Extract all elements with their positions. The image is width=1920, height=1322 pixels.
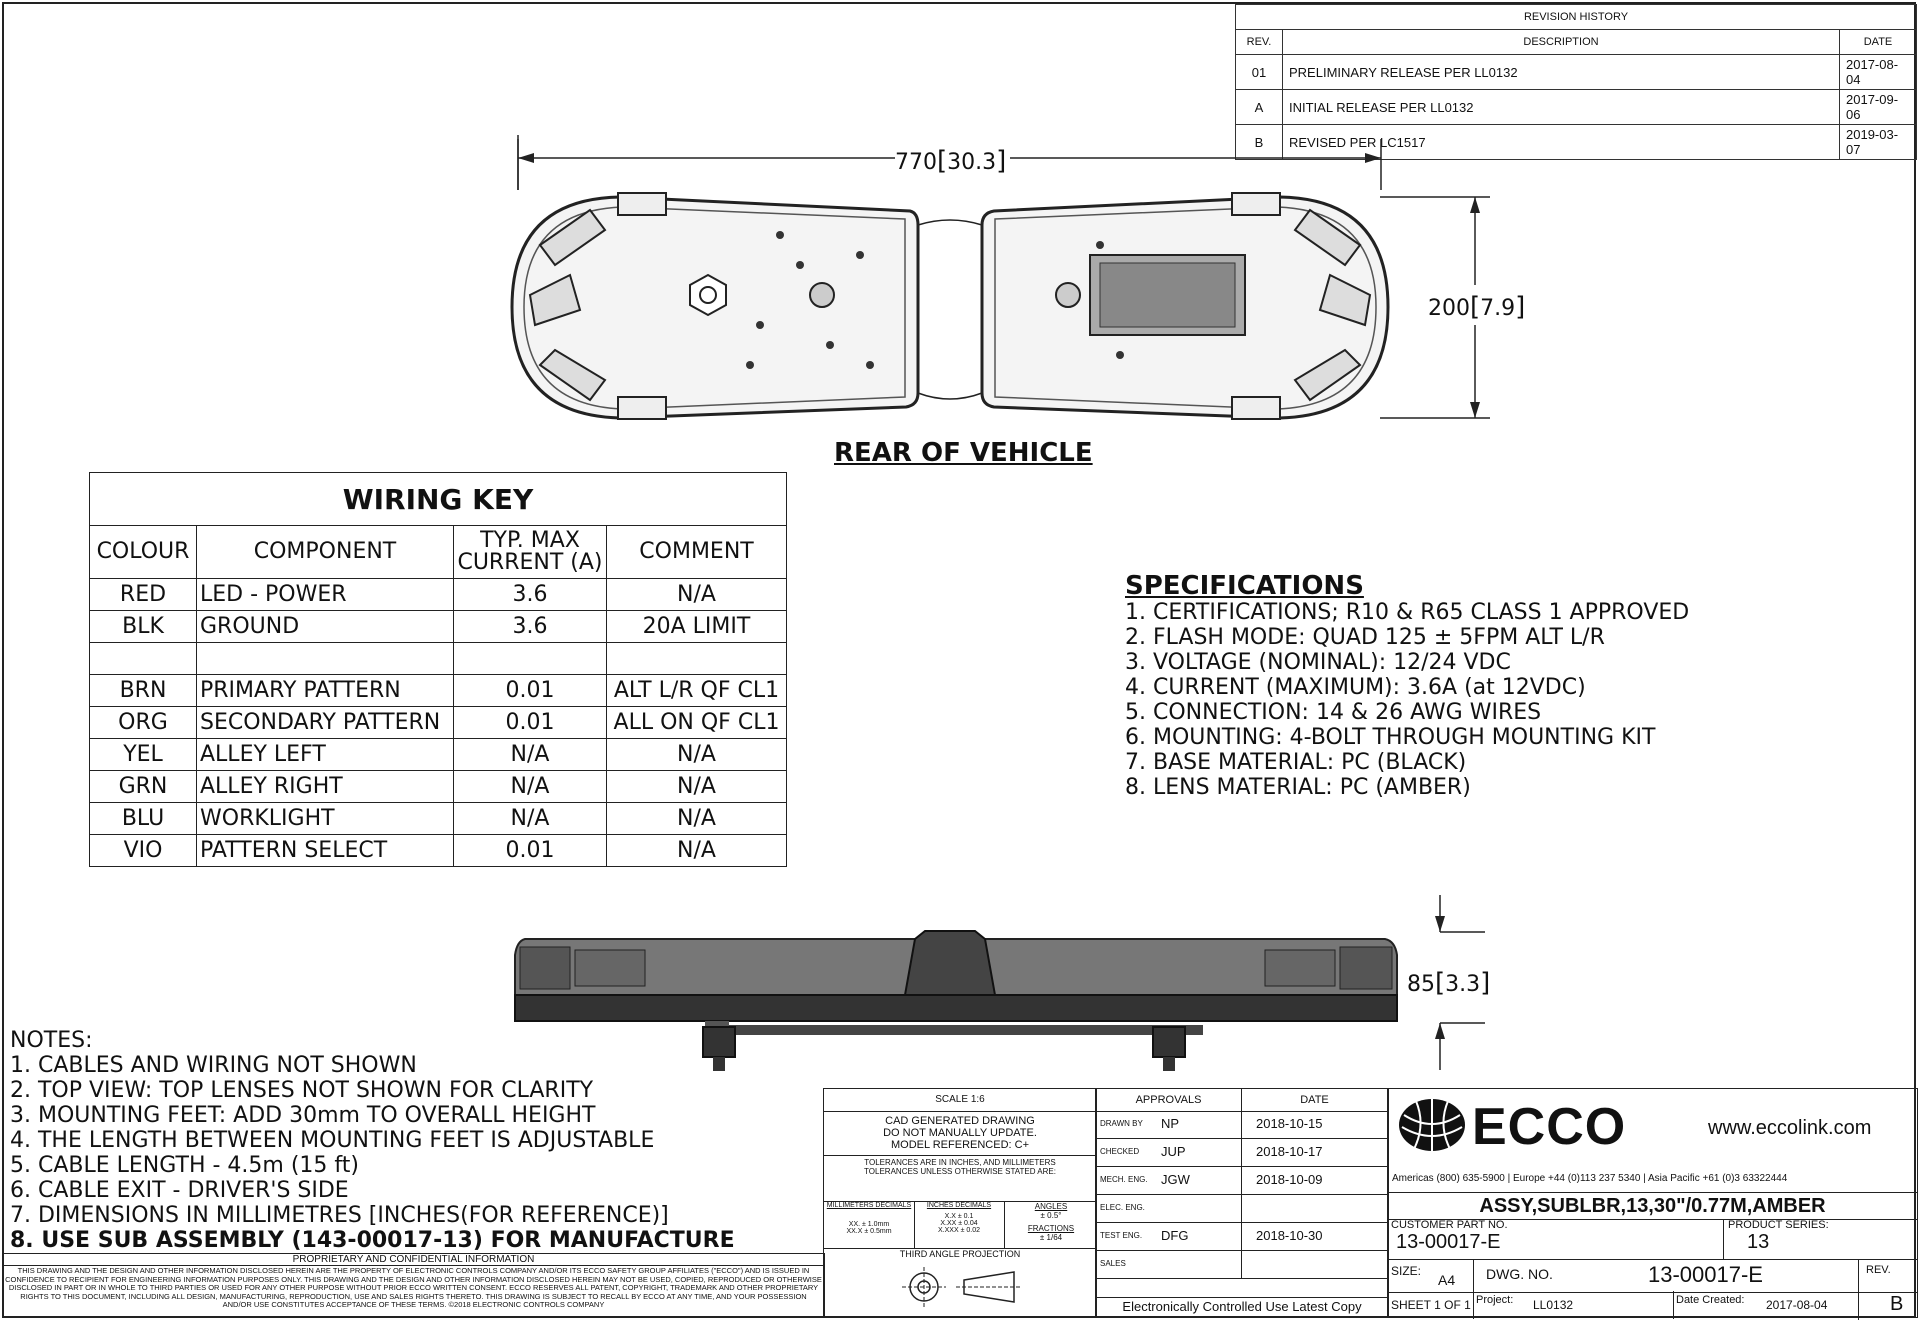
note-item-bold: 8. USE SUB ASSEMBLY (143-00017-13) FOR MANUFACTURE	[10, 1228, 735, 1253]
approval-date: 2018-10-17	[1256, 1144, 1323, 1159]
approvals-header: APPROVALS	[1096, 1089, 1242, 1112]
height-dimension: 85[3.3]	[1407, 968, 1491, 998]
wiring-key-title: WIRING KEY	[90, 473, 787, 526]
table-row	[90, 675, 787, 707]
comment-cell: N/A	[607, 579, 787, 611]
approval-date: 2018-10-15	[1256, 1116, 1323, 1131]
description-cell: INITIAL RELEASE PER LL0132	[1283, 90, 1840, 125]
height-value: 85	[1407, 972, 1435, 997]
specifications-title: SPECIFICATIONS	[1125, 571, 1364, 601]
wiring-key-table	[89, 472, 787, 867]
scale-label: SCALE 1:6	[824, 1089, 1096, 1112]
dwg-number: 13-00017-E	[1648, 1262, 1763, 1287]
tolerance-grid	[824, 1201, 1096, 1322]
proprietary-title: PROPRIETARY AND CONFIDENTIAL INFORMATION	[3, 1254, 824, 1266]
colour-header: COLOUR	[90, 526, 197, 579]
width-inch-value: 7.9	[1480, 296, 1516, 321]
width-value: 200	[1428, 296, 1470, 321]
comment-cell: N/A	[607, 835, 787, 867]
view-label: REAR OF VEHICLE	[834, 438, 1093, 468]
approval-role: TEST ENG.	[1100, 1231, 1143, 1240]
customer-part-label: CUSTOMER PART NO.	[1391, 1219, 1508, 1231]
rev-value: B	[1890, 1293, 1904, 1315]
third-angle-projection-icon	[894, 1262, 1034, 1312]
note-item: 5. CABLE LENGTH - 4.5m (15 ft)	[10, 1153, 359, 1178]
mm-decimals-title: MILLIMETERS DECIMALS	[826, 1202, 912, 1209]
current-cell: N/A	[454, 771, 607, 803]
cad-note-line: MODEL REFERENCED: C+	[890, 1139, 1030, 1151]
current-cell: 0.01	[454, 707, 607, 739]
colour-cell: BLU	[90, 803, 197, 835]
note-item: 4. THE LENGTH BETWEEN MOUNTING FEET IS ADJUSTABLE	[10, 1128, 655, 1153]
controlled-copy-text: Electronically Controlled Use Latest Copy	[1122, 1299, 1362, 1314]
date-created-value: 2017-08-04	[1766, 1298, 1828, 1312]
colour-cell: YEL	[90, 739, 197, 771]
mm-decimals	[824, 1202, 915, 1248]
current-cell: 3.6	[454, 611, 607, 643]
approval-row	[1096, 1223, 1388, 1251]
spec-item: 6. MOUNTING: 4-BOLT THROUGH MOUNTING KIT	[1125, 725, 1656, 750]
length-dimension: 770[30.3]	[895, 146, 1007, 176]
component-cell: GROUND	[197, 611, 454, 643]
sheet-label: SHEET 1 OF 1	[1391, 1298, 1471, 1312]
tolerance-block	[823, 1088, 1097, 1318]
angles-fractions	[1006, 1202, 1096, 1248]
colour-cell	[90, 643, 197, 675]
projection-label: THIRD ANGLE PROJECTION	[824, 1248, 1096, 1259]
approval-role: CHECKED	[1100, 1147, 1140, 1156]
date-cell: 2019-03-07	[1840, 125, 1917, 160]
spec-item: 1. CERTIFICATIONS; R10 & R65 CLASS 1 APPROVED	[1125, 600, 1690, 625]
approvals-rows	[1096, 1111, 1388, 1279]
fractions-title: FRACTIONS	[1027, 1224, 1075, 1233]
approval-role: ELEC. ENG.	[1100, 1203, 1145, 1212]
colour-cell: BLK	[90, 611, 197, 643]
specifications-block	[1125, 572, 1689, 800]
height-inch-value: 3.3	[1445, 972, 1481, 997]
approval-date: 2018-10-09	[1256, 1172, 1323, 1187]
note-item: 6. CABLE EXIT - DRIVER'S SIDE	[10, 1178, 349, 1203]
rev-label: REV.	[1866, 1264, 1891, 1276]
current-cell	[454, 643, 607, 675]
current-cell: 0.01	[454, 675, 607, 707]
table-row	[90, 771, 787, 803]
angles-value: ± 0.5°	[1040, 1211, 1062, 1220]
size-value: A4	[1438, 1272, 1456, 1288]
product-series-label: PRODUCT SERIES:	[1728, 1219, 1829, 1231]
customer-part-cell	[1388, 1219, 1724, 1259]
component-cell: SECONDARY PATTERN	[197, 707, 454, 739]
cad-note-line: CAD GENERATED DRAWING	[885, 1115, 1035, 1127]
approval-row	[1096, 1167, 1388, 1195]
dwg-row	[1388, 1259, 1917, 1293]
width-dimension: 200[7.9]	[1428, 292, 1526, 322]
notes-title: NOTES:	[10, 1028, 93, 1053]
inch-decimals	[914, 1202, 1005, 1248]
cad-note	[824, 1112, 1096, 1156]
length-value: 770	[895, 150, 937, 175]
part-title: ASSY,SUBLBR,13,30"/0.77M,AMBER	[1388, 1192, 1917, 1220]
current-header	[454, 526, 607, 579]
spec-item: 3. VOLTAGE (NOMINAL): 12/24 VDC	[1125, 650, 1511, 675]
component-header: COMPONENT	[197, 526, 454, 579]
comment-cell: N/A	[607, 803, 787, 835]
comment-header: COMMENT	[607, 526, 787, 579]
note-item: 7. DIMENSIONS IN MILLIMETRES [INCHES(FOR REFERENCE)]	[10, 1203, 669, 1228]
tolerance-line: TOLERANCES UNLESS OTHERWISE STATED ARE:	[864, 1167, 1056, 1176]
project-label: Project:	[1476, 1294, 1514, 1306]
spec-item: 8. LENS MATERIAL: PC (AMBER)	[1125, 775, 1471, 800]
table-row	[90, 803, 787, 835]
note-item: 2. TOP VIEW: TOP LENSES NOT SHOWN FOR CLARITY	[10, 1078, 594, 1103]
comment-cell: 20A LIMIT	[607, 611, 787, 643]
date-created-label: Date Created:	[1676, 1294, 1745, 1306]
comment-cell: ALT L/R QF CL1	[607, 675, 787, 707]
comment-cell: N/A	[607, 771, 787, 803]
tolerance-note	[824, 1156, 1096, 1176]
tolerance-line: TOLERANCES ARE IN INCHES, AND MILLIMETERS	[864, 1158, 1056, 1167]
brand-name: ECCO	[1472, 1098, 1627, 1156]
rev-header: REV.	[1236, 30, 1283, 55]
in-line: X.X ± 0.1	[944, 1213, 974, 1220]
current-cell: N/A	[454, 739, 607, 771]
approval-name: JGW	[1161, 1172, 1190, 1187]
table-row	[90, 611, 787, 643]
description-cell: PRELIMINARY RELEASE PER LL0132	[1283, 55, 1840, 90]
current-cell: 0.01	[454, 835, 607, 867]
rev-cell: 01	[1236, 55, 1283, 90]
revision-history-title: REVISION HISTORY	[1236, 5, 1917, 30]
spec-item: 7. BASE MATERIAL: PC (BLACK)	[1125, 750, 1467, 775]
in-line: X.XX ± 0.04	[940, 1220, 978, 1227]
approval-row	[1096, 1251, 1388, 1279]
component-cell	[197, 643, 454, 675]
fractions-value: ± 1/64	[1039, 1233, 1063, 1242]
proprietary-text: THIS DRAWING AND THE DESIGN AND OTHER INFORMATION DISCLOSED HEREIN ARE THE PROPERTY OF ELECTRONIC CONTROLS COMPANY AND/OR ITS ECCO SAFETY GROUP AFFILIATES ("ECCO") AND IS ISSUED IN CONFIDENCE TO RECIPIENT FOR ENGINEERING INFORMATION PURPOSES ONLY. THIS DRAWING AND THE DESIGN AND OTHER INFORMATION DISCLOSED HEREIN MAY NOT BE USED, COPIED, REPRODUCED OR OTHERWISE DISCLOSED IN PART OR IN WHOLE TO THIRD PARTIES OR USED FOR ANY OTHER PURPOSE WITHOUT PRIOR ECCO WRITTEN CONSENT. ECCO RESERVES ALL PATENT, COPYRIGHT, TRADEMARK AND OTHER PROPRIETARY RIGHTS TO THIS DOCUMENT, INCLUDING ALL DESIGN, MANUFACTURING, REPRODUCTION, USE AND SALES RIGHTS THERETO. THIS DRAWING IS SUBJECT TO RECALL BY ECCO AT ANY TIME, AND YOUR POSSESSION AND/OR USE CONSTITUTES ACCEPTANCE OF THESE TERMS. ©2018 ELECTRONIC CONTROLS COMPANY	[5, 1266, 822, 1310]
current-cell: 3.6	[454, 579, 607, 611]
contacts: Americas (800) 635-5900 | Europe +44 (0)113 237 5340 | Asia Pacific +61 (0)3 63322444	[1392, 1173, 1788, 1184]
table-row	[90, 739, 787, 771]
date-cell: 2017-09-06	[1840, 90, 1917, 125]
approval-row	[1096, 1139, 1388, 1167]
description-header: DESCRIPTION	[1283, 30, 1840, 55]
product-series: 13	[1747, 1231, 1770, 1253]
spec-item: 2. FLASH MODE: QUAD 125 ± 5FPM ALT L/R	[1125, 625, 1605, 650]
revision-row	[1236, 55, 1917, 90]
comment-cell	[607, 643, 787, 675]
date-cell: 2017-08-04	[1840, 55, 1917, 90]
table-row	[90, 643, 787, 675]
note-item: 1. CABLES AND WIRING NOT SHOWN	[10, 1053, 417, 1078]
in-line: X.XXX ± 0.02	[938, 1227, 980, 1234]
project-value: LL0132	[1533, 1298, 1574, 1312]
component-cell: PATTERN SELECT	[197, 835, 454, 867]
comment-cell: N/A	[607, 739, 787, 771]
colour-cell: GRN	[90, 771, 197, 803]
note-item: 3. MOUNTING FEET: ADD 30mm TO OVERALL HEIGHT	[10, 1103, 596, 1128]
top-view-drawing	[500, 135, 1540, 465]
sheet-row	[1388, 1292, 1858, 1318]
ecco-logo-icon	[1396, 1095, 1468, 1155]
approval-row	[1096, 1195, 1388, 1223]
spec-item: 4. CURRENT (MAXIMUM): 3.6A (at 12VDC)	[1125, 675, 1586, 700]
approvals-block	[1095, 1088, 1389, 1318]
component-cell: LED - POWER	[197, 579, 454, 611]
component-cell: PRIMARY PATTERN	[197, 675, 454, 707]
approval-name: JUP	[1161, 1144, 1186, 1159]
in-decimals-title: INCHES DECIMALS	[926, 1202, 992, 1209]
comment-cell: ALL ON QF CL1	[607, 707, 787, 739]
approval-role: SALES	[1100, 1259, 1126, 1268]
description-cell: REVISED PER LC1517	[1283, 125, 1840, 160]
table-row	[90, 579, 787, 611]
colour-cell: RED	[90, 579, 197, 611]
dwg-label: DWG. NO.	[1486, 1266, 1553, 1282]
cad-note-line: DO NOT MANUALLY UPDATE.	[883, 1127, 1037, 1139]
rev-cell: B	[1236, 125, 1283, 160]
date-header: DATE	[1241, 1089, 1388, 1112]
component-cell: ALLEY RIGHT	[197, 771, 454, 803]
colour-cell: ORG	[90, 707, 197, 739]
table-row	[90, 707, 787, 739]
colour-cell: VIO	[90, 835, 197, 867]
rev-cell: A	[1236, 90, 1283, 125]
component-cell: ALLEY LEFT	[197, 739, 454, 771]
approval-name: DFG	[1161, 1228, 1189, 1243]
angles-title: ANGLES	[1034, 1202, 1068, 1211]
table-row	[90, 835, 787, 867]
current-header-line-1: TYP. MAX	[480, 528, 580, 553]
approval-name: NP	[1161, 1116, 1180, 1131]
date-header: DATE	[1840, 30, 1917, 55]
approval-role: DRAWN BY	[1100, 1119, 1143, 1128]
component-cell: WORKLIGHT	[197, 803, 454, 835]
product-series-cell	[1725, 1219, 1917, 1259]
proprietary-box	[2, 1253, 825, 1318]
approval-row	[1096, 1111, 1388, 1139]
mm-xxx: XX.X ± 0.5mm	[846, 1228, 892, 1235]
customer-part-no: 13-00017-E	[1396, 1231, 1501, 1253]
spec-item: 5. CONNECTION: 14 & 26 AWG WIRES	[1125, 700, 1542, 725]
current-cell: N/A	[454, 803, 607, 835]
notes-block	[10, 1028, 735, 1253]
website: www.eccolink.com	[1708, 1117, 1872, 1139]
size-label: SIZE:	[1391, 1264, 1422, 1278]
current-header-line-2: CURRENT (A)	[457, 550, 603, 575]
revision-row	[1236, 90, 1917, 125]
company-block	[1387, 1088, 1918, 1318]
length-inch-value: 30.3	[947, 150, 997, 175]
colour-cell: BRN	[90, 675, 197, 707]
mm-xx: XX. ± 1.0mm	[848, 1221, 890, 1228]
approval-date: 2018-10-30	[1256, 1228, 1323, 1243]
approval-role: MECH. ENG.	[1100, 1175, 1148, 1184]
